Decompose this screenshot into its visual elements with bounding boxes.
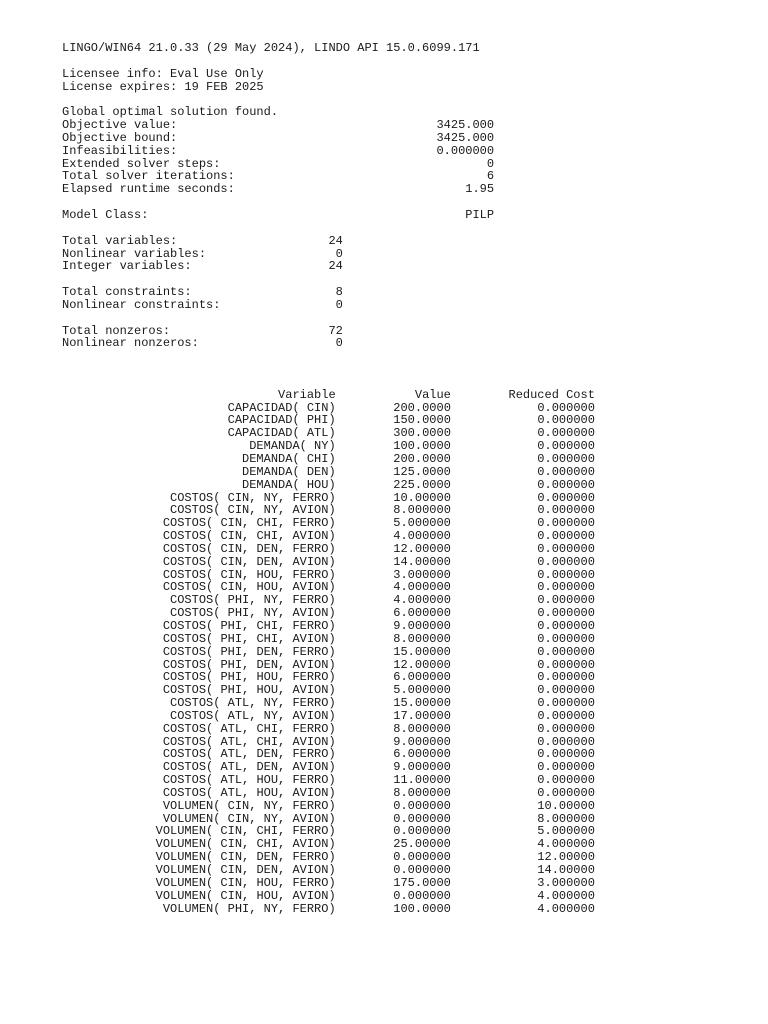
reduced-cost: 12.00000 — [537, 850, 595, 865]
variable-name: DEMANDA( CHI) — [242, 452, 336, 466]
reduced-cost: 0.000000 — [537, 773, 595, 788]
variable-value: 0.000000 — [393, 798, 451, 813]
reduced-cost: 0.000000 — [537, 606, 595, 621]
variable-name: DEMANDA( HOU) — [242, 477, 336, 492]
objective-bound-line-label: Objective bound: — [62, 130, 178, 145]
objective-value-line-label: Objective value: — [62, 118, 178, 133]
variable-name: VOLUMEN( CIN, HOU, FERRO) — [155, 875, 336, 890]
objective-bound-line-value: 3425.000 — [436, 130, 495, 145]
reduced-cost: 8.000000 — [537, 811, 595, 826]
variable-name: COSTOS( CIN, DEN, FERRO) — [162, 541, 336, 556]
reduced-cost: 0.000000 — [537, 413, 595, 428]
total-constraints-line-label: Total constraints: — [62, 285, 192, 300]
model-class-line — [62, 209, 595, 222]
variable-value: 175.0000 — [393, 875, 451, 890]
total-variables-line-label: Total variables: — [62, 233, 178, 248]
variable-value: 25.00000 — [393, 837, 451, 852]
variable-value: 0.000000 — [393, 863, 451, 877]
variable-value: 150.0000 — [393, 413, 451, 428]
version-text: LINGO/WIN64 21.0.33 (29 May 2024), LINDO API 15.0.6099.171 — [62, 41, 480, 55]
variable-value: 8.000000 — [393, 503, 451, 518]
reduced-cost: 0.000000 — [537, 618, 595, 633]
variable-value: 300.0000 — [393, 426, 451, 441]
variable-name: VOLUMEN( PHI, NY, FERRO) — [162, 901, 336, 916]
reduced-cost: 0.000000 — [537, 477, 595, 492]
variable-value: 0.000000 — [393, 850, 451, 865]
reduced-cost: 0.000000 — [537, 503, 595, 518]
variable-value: 200.0000 — [393, 452, 451, 466]
variable-value: 0.000000 — [393, 811, 451, 826]
solver-report — [62, 42, 595, 915]
variable-value: 9.000000 — [393, 734, 451, 749]
variable-value: 200.0000 — [393, 400, 451, 415]
variable-name: COSTOS( ATL, CHI, FERRO) — [162, 721, 336, 736]
variable-value: 4.000000 — [393, 580, 451, 595]
variable-name: VOLUMEN( CIN, HOU, AVION) — [155, 888, 336, 903]
reduced-cost: 0.000000 — [537, 747, 595, 762]
reduced-cost: 0.000000 — [537, 529, 595, 544]
reduced-cost: 0.000000 — [537, 541, 595, 556]
variable-name: COSTOS( CIN, NY, AVION) — [170, 503, 336, 518]
variable-value: 0.000000 — [393, 888, 451, 903]
variable-name: COSTOS( PHI, HOU, FERRO) — [162, 670, 336, 685]
reduced-cost: 4.000000 — [537, 901, 595, 916]
reduced-cost: 0.000000 — [537, 708, 595, 723]
model-class-line-label: Model Class: — [62, 207, 149, 222]
variable-value: 5.000000 — [393, 683, 451, 698]
variable-value: 100.0000 — [393, 439, 451, 454]
reduced-cost: 0.000000 — [537, 554, 595, 569]
reduced-cost: 0.000000 — [537, 644, 595, 659]
reduced-cost: 0.000000 — [537, 490, 595, 505]
variable-value: 6.000000 — [393, 670, 451, 685]
nonlinear-variables-line-label: Nonlinear variables: — [62, 246, 207, 261]
variable-name: CAPACIDAD( PHI) — [227, 413, 336, 428]
variable-name: VOLUMEN( CIN, DEN, FERRO) — [155, 850, 336, 865]
total-nonzeros-line-value: 72 — [328, 323, 343, 338]
nonlinear-nonzeros-line-value: 0 — [335, 336, 343, 351]
variable-value: 5.000000 — [393, 516, 451, 531]
runtime-line — [62, 183, 595, 196]
integer-variables-line-value: 24 — [328, 259, 343, 274]
expires-text: License expires: 19 FEB 2025 — [62, 79, 264, 94]
reduced-cost: 3.000000 — [537, 875, 595, 890]
integer-variables-line-label: Integer variables: — [62, 259, 192, 274]
variable-name: COSTOS( CIN, CHI, FERRO) — [162, 516, 336, 531]
variable-name: COSTOS( PHI, CHI, AVION) — [162, 631, 336, 646]
variable-name: COSTOS( PHI, DEN, AVION) — [162, 657, 336, 672]
reduced-cost: 0.000000 — [537, 580, 595, 595]
nonlinear-variables-line-value: 0 — [335, 246, 343, 261]
nonlinear-constraints-line-value: 0 — [335, 297, 343, 312]
variable-value: 8.000000 — [393, 785, 451, 800]
nonlinear-nonzeros-line-label: Nonlinear nonzeros: — [62, 336, 199, 351]
variable-value: 3.000000 — [393, 567, 451, 582]
licensee-text: Licensee info: Eval Use Only — [62, 66, 264, 81]
variable-value: 9.000000 — [393, 618, 451, 633]
nonlinear-constraints-line-label: Nonlinear constraints: — [62, 297, 221, 312]
variable-name: COSTOS( ATL, DEN, FERRO) — [162, 747, 336, 762]
total-nonzeros-line-label: Total nonzeros: — [62, 323, 171, 338]
iterations-line-value: 6 — [486, 169, 495, 184]
expires-line — [62, 81, 595, 94]
variable-value: 8.000000 — [393, 631, 451, 646]
variable-value: 125.0000 — [393, 464, 451, 479]
variable-value: 17.00000 — [393, 708, 451, 723]
variable-value: 4.000000 — [393, 593, 451, 608]
variable-value: 10.00000 — [393, 490, 451, 505]
variable-value: 15.00000 — [393, 696, 451, 711]
reduced-cost: 0.000000 — [537, 439, 595, 454]
variable-name: COSTOS( PHI, NY, FERRO) — [170, 593, 336, 608]
header-value: Value — [414, 387, 451, 402]
total-constraints-line-value: 8 — [335, 285, 343, 300]
reduced-cost: 0.000000 — [537, 452, 595, 466]
nonlinear-nonzeros-line — [62, 337, 595, 350]
variable-name: CAPACIDAD( CIN) — [227, 400, 336, 415]
reduced-cost: 4.000000 — [537, 888, 595, 903]
reduced-cost: 0.000000 — [537, 670, 595, 685]
variable-name: CAPACIDAD( ATL) — [227, 426, 336, 441]
blank-7 — [62, 350, 595, 363]
reduced-cost: 0.000000 — [537, 721, 595, 736]
model-class-line-value: PILP — [465, 207, 495, 222]
reduced-cost: 0.000000 — [537, 400, 595, 415]
infeasibilities-line-value: 0.000000 — [436, 143, 495, 158]
reduced-cost: 0.000000 — [537, 426, 595, 441]
reduced-cost: 4.000000 — [537, 837, 595, 852]
reduced-cost: 0.000000 — [537, 696, 595, 711]
total-variables-line-value: 24 — [328, 233, 343, 248]
variable-value: 11.00000 — [393, 773, 451, 788]
nonlinear-constraints-line — [62, 299, 595, 312]
reduced-cost: 0.000000 — [537, 657, 595, 672]
variable-name: VOLUMEN( CIN, CHI, AVION) — [155, 837, 336, 852]
variable-value: 8.000000 — [393, 721, 451, 736]
variable-name: COSTOS( PHI, NY, AVION) — [170, 606, 336, 621]
reduced-cost: 0.000000 — [537, 683, 595, 698]
variable-name: COSTOS( CIN, NY, FERRO) — [170, 490, 336, 505]
reduced-cost: 0.000000 — [537, 785, 595, 800]
table-row — [62, 903, 595, 916]
variable-name: COSTOS( PHI, DEN, FERRO) — [162, 644, 336, 659]
variable-name: COSTOS( PHI, CHI, FERRO) — [162, 618, 336, 633]
variable-name: COSTOS( CIN, CHI, AVION) — [162, 529, 336, 544]
variable-value: 15.00000 — [393, 644, 451, 659]
reduced-cost: 0.000000 — [537, 593, 595, 608]
variable-name: COSTOS( CIN, HOU, FERRO) — [162, 567, 336, 582]
variable-name: COSTOS( ATL, HOU, FERRO) — [162, 773, 336, 788]
reduced-cost: 0.000000 — [537, 516, 595, 531]
variable-name: COSTOS( ATL, DEN, AVION) — [162, 760, 336, 775]
variable-name: COSTOS( PHI, HOU, AVION) — [162, 683, 336, 698]
reduced-cost: 0.000000 — [537, 567, 595, 582]
variable-value: 0.000000 — [393, 824, 451, 839]
runtime-line-value: 1.95 — [465, 182, 495, 197]
blank-8 — [62, 363, 595, 376]
variable-name: COSTOS( ATL, NY, AVION) — [170, 708, 336, 723]
reduced-cost: 5.000000 — [537, 824, 595, 839]
variable-name: COSTOS( ATL, NY, FERRO) — [170, 696, 336, 711]
version-line — [62, 42, 595, 55]
extended-steps-line-value: 0 — [486, 156, 495, 171]
variable-name: VOLUMEN( CIN, NY, AVION) — [162, 811, 336, 826]
reduced-cost: 0.000000 — [537, 760, 595, 775]
variable-value: 12.00000 — [393, 657, 451, 672]
header-variable: Variable — [278, 387, 336, 402]
infeasibilities-line-label: Infeasibilities: — [62, 143, 178, 158]
extended-steps-line-label: Extended solver steps: — [62, 156, 221, 171]
variable-name: COSTOS( ATL, CHI, AVION) — [162, 734, 336, 749]
variable-value: 225.0000 — [393, 477, 451, 492]
status-text: Global optimal solution found. — [62, 105, 279, 120]
reduced-cost: 0.000000 — [537, 734, 595, 749]
objective-value-line-value: 3425.000 — [436, 118, 495, 133]
variable-name: COSTOS( ATL, HOU, AVION) — [162, 785, 336, 800]
variable-value: 14.00000 — [393, 554, 451, 569]
header-reduced-cost: Reduced Cost — [508, 387, 595, 402]
reduced-cost: 0.000000 — [537, 631, 595, 646]
runtime-line-label: Elapsed runtime seconds: — [62, 182, 235, 197]
variable-name: VOLUMEN( CIN, NY, FERRO) — [162, 798, 336, 813]
variable-name: VOLUMEN( CIN, DEN, AVION) — [155, 863, 336, 877]
variable-name: COSTOS( CIN, HOU, AVION) — [162, 580, 336, 595]
variable-value: 100.0000 — [393, 901, 451, 916]
reduced-cost: 0.000000 — [537, 464, 595, 479]
variable-name: COSTOS( CIN, DEN, AVION) — [162, 554, 336, 569]
variable-value: 12.00000 — [393, 541, 451, 556]
variable-name: DEMANDA( DEN) — [242, 464, 336, 479]
integer-variables-line — [62, 260, 595, 273]
variable-name: VOLUMEN( CIN, CHI, FERRO) — [155, 824, 336, 839]
variable-value: 9.000000 — [393, 760, 451, 775]
variable-value: 6.000000 — [393, 606, 451, 621]
iterations-line-label: Total solver iterations: — [62, 169, 235, 184]
variable-value: 6.000000 — [393, 747, 451, 762]
reduced-cost: 10.00000 — [537, 798, 595, 813]
reduced-cost: 14.00000 — [537, 863, 595, 877]
variable-value: 4.000000 — [393, 529, 451, 544]
variable-name: DEMANDA( NY) — [249, 439, 336, 454]
